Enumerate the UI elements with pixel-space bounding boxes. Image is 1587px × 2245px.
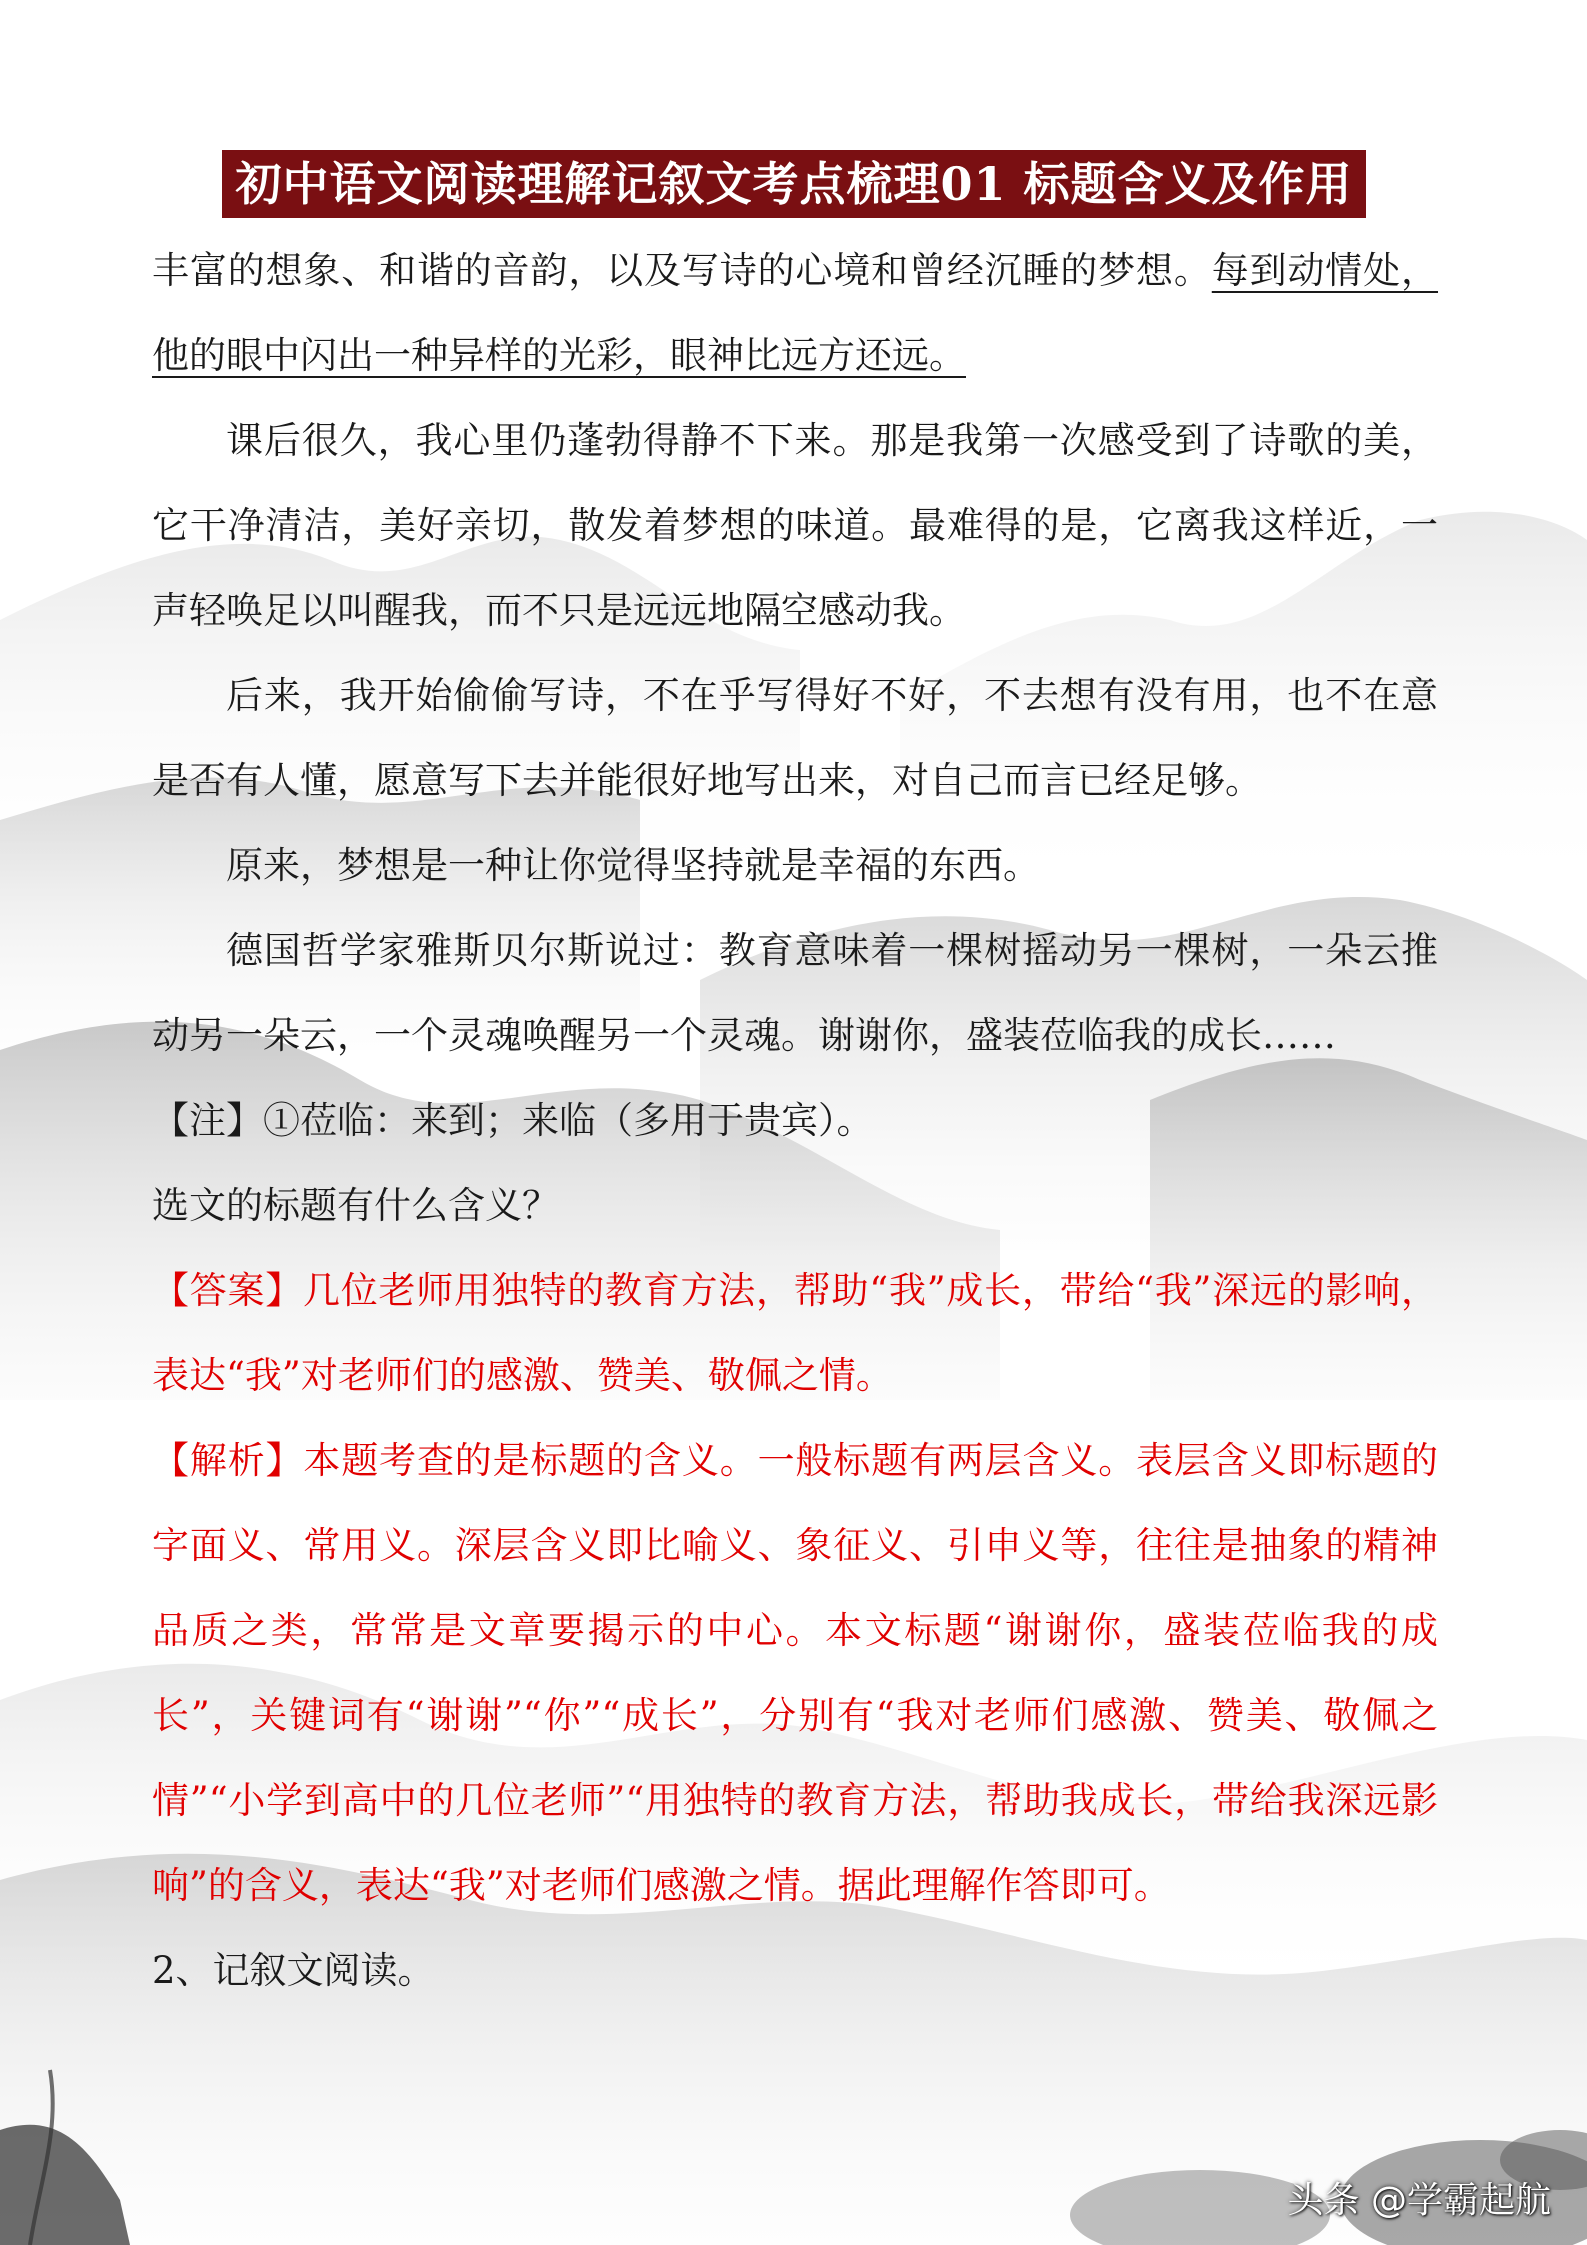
paragraph-4: 原来，梦想是一种让你觉得坚持就是幸福的东西。	[226, 844, 1040, 887]
paragraph-1-text: 丰富的想象、和谐的音韵，以及写诗的心境和曾经沉睡的梦想。	[152, 249, 1212, 292]
footnote: 【注】①莅临：来到；来临（多用于贵宾）。	[152, 1099, 874, 1142]
paragraph-1	[152, 228, 1438, 398]
paragraph-5: 德国哲学家雅斯贝尔斯说过：教育意味着一棵树摇动另一棵树，一朵云推动另一朵云，一个灵魂唤醒另一个灵魂。谢谢你，盛装莅临我的成长……	[152, 929, 1438, 1057]
page-title: 初中语文阅读理解记叙文考点梳理01 标题含义及作用	[222, 150, 1366, 218]
paragraph-2: 课后很久，我心里仍蓬勃得静不下来。那是我第一次感受到了诗歌的美，它干净清洁，美好亲切，散发着梦想的味道。最难得的是，它离我这样近，一声轻唤足以叫醒我，而不只是远远地隔空感动我。	[152, 419, 1438, 632]
document-body	[152, 228, 1438, 2013]
paragraph-3: 后来，我开始偷偷写诗，不在乎写得好不好，不去想有没有用，也不在意是否有人懂，愿意写下去并能很好地写出来，对自己而言已经足够。	[152, 674, 1438, 802]
analysis-text: 【解析】本题考查的是标题的含义。一般标题有两层含义。表层含义即标题的字面义、常用义。深层含义即比喻义、象征义、引申义等，往往是抽象的精神品质之类，常常是文章要揭示的中心。本文标题“谢谢你，盛装莅临我的成长”，关键词有“谢谢”“你”“成长”，分别有“我对老师们感激、赞美、敬佩之情”“小学到高中的几位老师”“用独特的教育方法，帮助我成长，带给我深远影响”的含义，表达“我”对老师们感激之情。据此理解作答即可。	[152, 1439, 1438, 1907]
underlined-sentence: 每到动情处，他的眼中闪出一种异样的光彩，眼神比远方还远。	[152, 249, 1439, 377]
watermark: 头条 @学霸起航	[1287, 2180, 1551, 2221]
question: 选文的标题有什么含义？	[152, 1184, 559, 1227]
answer-text: 【答案】几位老师用独特的教育方法，帮助“我”成长，带给“我”深远的影响，表达“我”对老师们的感激、赞美、敬佩之情。	[152, 1269, 1438, 1397]
next-question-heading: 2、记叙文阅读。	[152, 1949, 435, 1992]
